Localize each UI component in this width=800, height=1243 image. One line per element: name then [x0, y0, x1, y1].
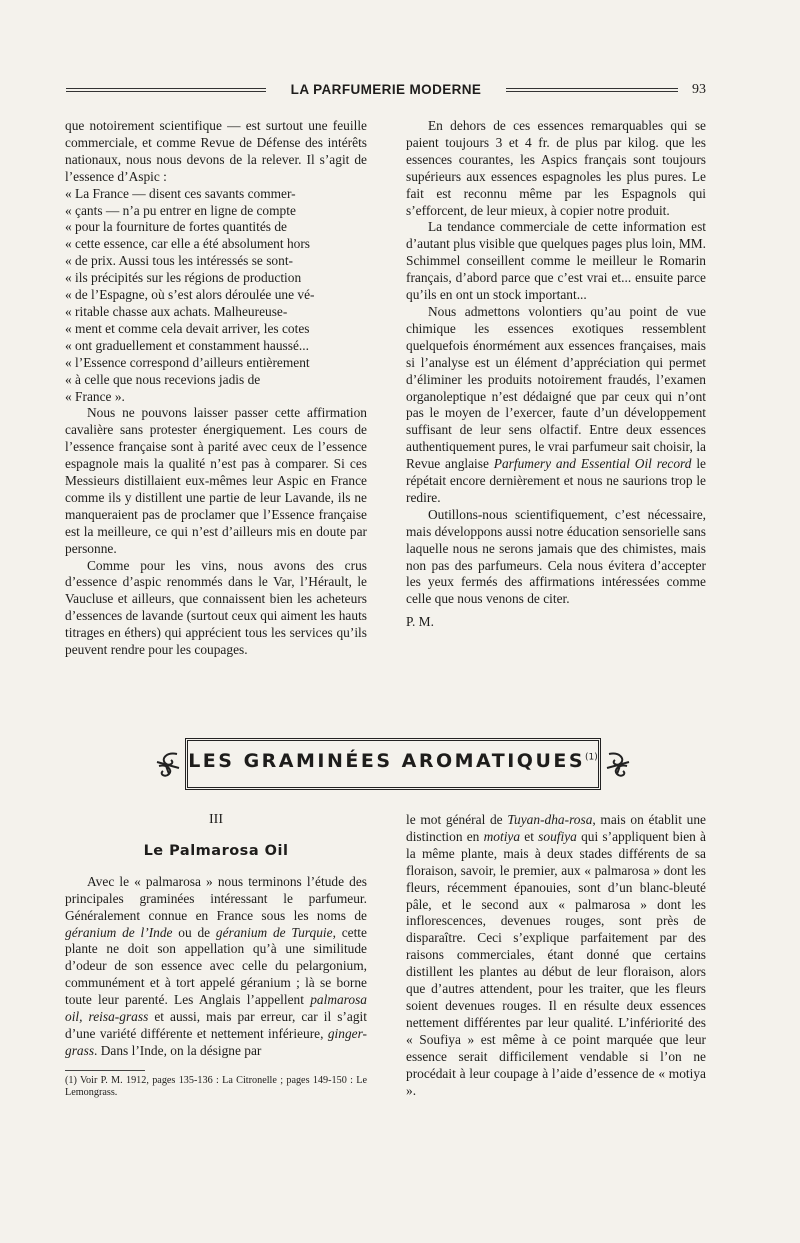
paragraph: Nous ne pouvons laisser passer cette affirmation cavalière sans protester énergiquement. Les cours de l’essence française sont à parité avec ceux de l’essence espagnole mais la qualité n’est pas à comparer. Si ces Messieurs distillaient eux-mêmes leur Aspic en France comme ils y distillent une partie de leur Lavande, ils ne manqueraient pas de proclamer que l’Essence française est la meilleure, ce qui n’est d’ailleurs mis en doute par personne.: [65, 405, 367, 556]
quote-line: « l’Essence correspond d’ailleurs entièrement: [65, 354, 310, 370]
header-rule-left: [66, 88, 266, 92]
quote-line: « ritable chasse aux achats. Malheureuse-: [65, 303, 288, 319]
fleuron-right-icon: [605, 750, 631, 780]
quote-line: « cette essence, car elle a été absolument hors: [65, 236, 311, 252]
section-subtitle: Le Palmarosa Oil: [143, 842, 289, 859]
article-title: LES GRAMINÉES AROMATIQUES$^{(1)}$: [188, 750, 598, 772]
quote-line: « ont graduellement et constamment haussé...: [65, 337, 309, 353]
running-header: [66, 82, 706, 100]
quote-line: « de prix. Aussi tous les intéressés se sont-: [65, 253, 293, 269]
header-rule-right: [506, 88, 678, 92]
quote-line: « France ».: [65, 388, 125, 404]
paragraph: La tendance commerciale de cette information est d’autant plus visible que quelques pages plus loin, MM. Schimmel conseillent comme le meilleur le Romarin français, d’abord parce que c’est vrai et... ensuite parce qu’ils en ont un stock important...: [406, 219, 706, 303]
article-title-banner: [155, 738, 631, 790]
quotation-block: [65, 186, 367, 406]
paragraph: le mot général de Tuyan-dha-rosa, mais on établit une distinction en motiya et soufiya qui s’appliquent bien à la même plante, mais à deux stades différents de sa floraison, savoir, le premier, aux « palmarosa » dont les fleurs, récemment épanouies, sont d’un blanc-bleuté pâle, et le second aux « palmarosa » dont les inflorescences, devenues rouges, sont près de disparaître. Ceci s’explique parfaitement par des raisons commerciales, étant donné que certains distillent les plantes au début de leur floraison, alors que d’autres attendent, pour les traiter, que les fleurs soient devenues rouges. Il en résulte deux essences nettement différentes par leur qualité. L’infériorité des « Soufiya » est même à ce point marquée que leur essence serait difficilement vendable si l’on ne procédait à leur coupage à l’aide d’essence de « motiya ».: [406, 812, 706, 1098]
paragraph: Avec le « palmarosa » nous terminons l’étude des principales graminées intéressant le parfumeur. Généralement connue en France sous les noms de géranium de l’Inde ou de géranium de Turquie, cette plante ne doit son appellation qu’à une similitude d’odeur de son essence avec celle du pelargonium, communément et à tort appelé géranium ; là se borne toute leur parenté. Les Anglais l’appellent palmarosa oil, reisa-grass et aussi, mais par erreur, car il s’agit d’une variété différente et nettement inférieure, ginger-grass. Dans l’Inde, on la désigne par: [65, 873, 367, 1058]
footnote-marker: (1): [585, 752, 598, 763]
page-number: 93: [692, 82, 706, 97]
column-top-left: [65, 118, 367, 659]
section-number: III: [209, 812, 223, 827]
quote-line: « à celle que nous recevions jadis de: [65, 371, 261, 387]
quote-line: « çants — n’a pu entrer en ligne de compte: [65, 202, 296, 218]
column-bottom-left: [65, 812, 367, 1099]
column-bottom-right: [406, 812, 706, 1099]
paragraph: Outillons-nous scientifiquement, c’est nécessaire, mais développons aussi notre éducation sensorielle sans laquelle nous ne serons jamais que des chimistes, mais non pas des parfumeurs. Cela nous évitera d’accepter les yeux fermés des affirmations intéressées comme celle que nous venons de citer.: [406, 506, 706, 607]
footnote: (1) Voir P. M. 1912, pages 135-136 : La Citronelle ; pages 149-150 : Le Lemongrass.: [65, 1074, 367, 1098]
paragraph: Comme pour les vins, nous avons des crus d’essence d’aspic renommés dans le Var, l’Hérault, le Vaucluse et ailleurs, que connaissent bien les acheteurs d’essences de lavande (surtout ceux qui aiment les hauts titrages en éthers) qui apprécient tous les services qu’ils peuvent rendre pour les coupages.: [65, 557, 367, 658]
running-title: LA PARFUMERIE MODERNE: [290, 82, 482, 97]
quote-line: « ils précipités sur les régions de production: [65, 270, 302, 286]
column-top-right: [406, 118, 706, 631]
quote-line: « pour la fourniture de fortes quantités de: [65, 219, 287, 235]
signature: P. M.: [406, 614, 434, 630]
paragraph: Nous admettons volontiers qu’au point de vue chimique les essences exotiques ressemblent quelquefois énormément aux essences françaises, mais si l’analyse est un élément d’appréciation qui permet d’éliminer les produits notoirement fraudés, l’examen organoleptique n’est dédaigné que par ceux qui n’ont pas le moyen de l’exercer, faute d’un développement suffisant de leur sens olfactif. Entre deux essences authentiquement pures, le vrai parfumeur sait choisir, la Revue anglaise Parfumery and Essential Oil record le répétait encore dernièrement et nous ne saurions trop le redire.: [406, 303, 706, 505]
quote-line: « ment et comme cela devait arriver, les cotes: [65, 320, 310, 336]
fleuron-left-icon: [155, 750, 181, 780]
quote-line: « de l’Espagne, où s’est alors déroulée une vé-: [65, 287, 315, 303]
quote-line: « La France — disent ces savants commer-: [65, 185, 296, 201]
paragraph: En dehors de ces essences remarquables qui se paient toujours 3 et 4 fr. de plus par kilog. que les essences courantes, les Aspics français sont toujours supérieurs aux essences espagnoles les plus pures. Le fait est reconnu même par les Espagnols qui s’efforcent, de leur mieux, à copier notre produit.: [406, 118, 706, 218]
journal-title: Parfumery and Essential Oil record: [493, 456, 692, 472]
paragraph: que notoirement scientifique — est surtout une feuille commerciale, et comme Revue de Défense des intérêts nationaux, nous nous devons de la relever. Il s’agit de l’essence d’Aspic :: [65, 118, 367, 184]
footnote-rule: [65, 1070, 145, 1071]
